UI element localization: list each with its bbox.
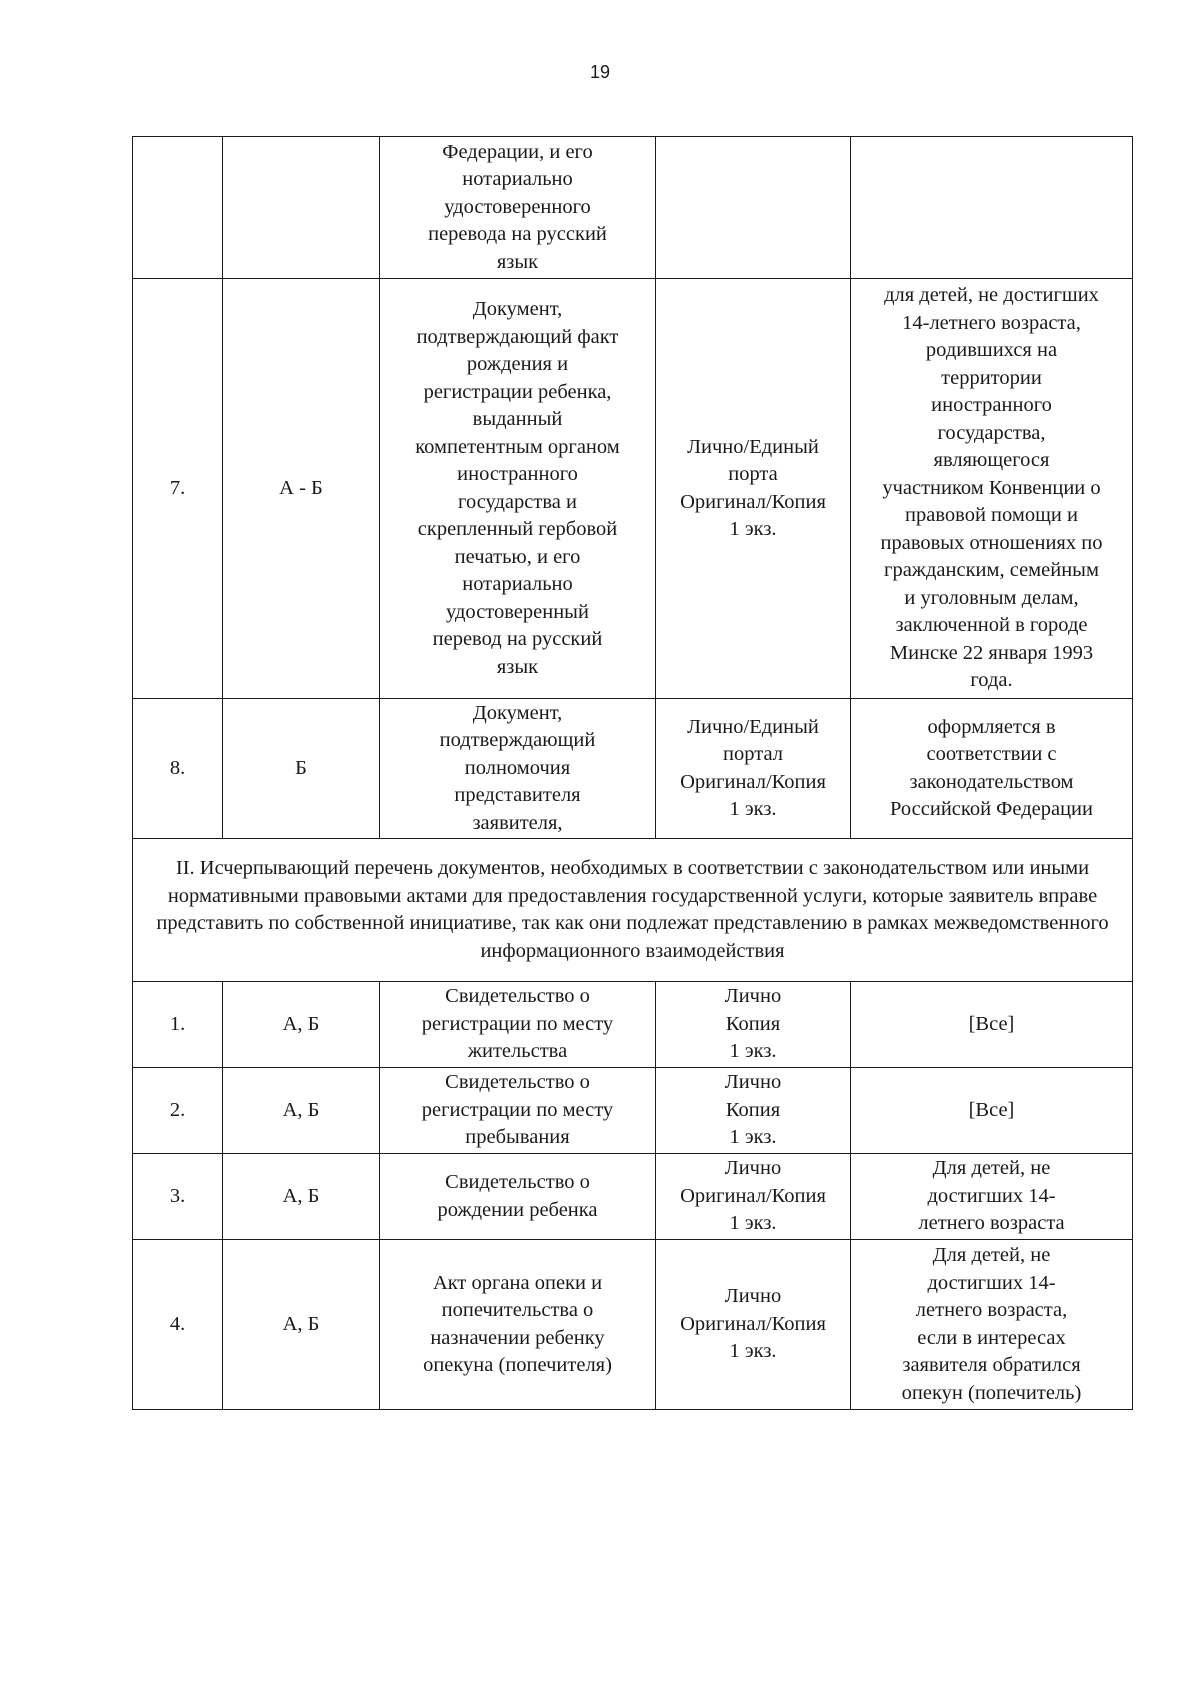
document-name: Федерации, и его нотариально удостоверенного перевода на русский язык — [380, 137, 656, 279]
table-row — [133, 982, 1133, 1068]
document-note: Для детей, не достигших 14- летнего возраста — [851, 1154, 1133, 1240]
submission-method: Лично/Единый портал Оригинал/Копия 1 экз. — [656, 699, 851, 839]
document-name: Документ, подтверждающий полномочия представителя заявителя, — [380, 699, 656, 839]
submission-method: Лично Копия 1 экз. — [656, 982, 851, 1068]
table-row — [133, 1068, 1133, 1154]
document-note: [Все] — [851, 1068, 1133, 1154]
document-name: Документ, подтверждающий факт рождения и регистрации ребенка, выданный компетентным органом иностранного государства и скрепленный гербовой печатью, и его нотариально удостоверенный перевод на русский язык — [380, 279, 656, 699]
document-note: Для детей, не достигших 14- летнего возраста, если в интересах заявителя обратился опекун (попечитель) — [851, 1240, 1133, 1410]
row-number: 3. — [133, 1154, 223, 1240]
row-number: 2. — [133, 1068, 223, 1154]
document-note: для детей, не достигших 14-летнего возраста, родившихся на территории иностранного государства, являющегося участником Конвенции о правовой помощи и правовых отношениях по гражданским, семейным и уголовным делам, заключенной в городе Минске 22 января 1993 года. — [851, 279, 1133, 699]
submission-method: Лично Оригинал/Копия 1 экз. — [656, 1240, 851, 1410]
document-name: Свидетельство о регистрации по месту жительства — [380, 982, 656, 1068]
document-name: Акт органа опеки и попечительства о назначении ребенку опекуна (попечителя) — [380, 1240, 656, 1410]
section-header-row — [133, 839, 1133, 982]
applicant-category: А, Б — [223, 982, 380, 1068]
documents-table — [132, 136, 1133, 1410]
submission-method — [656, 137, 851, 279]
applicant-category: Б — [223, 699, 380, 839]
row-number: 1. — [133, 982, 223, 1068]
submission-method: Лично Оригинал/Копия 1 экз. — [656, 1154, 851, 1240]
table-row — [133, 137, 1133, 279]
row-number — [133, 137, 223, 279]
table-row — [133, 699, 1133, 839]
applicant-category: А - Б — [223, 279, 380, 699]
submission-method: Лично/Единый порта Оригинал/Копия 1 экз. — [656, 279, 851, 699]
document-note: [Все] — [851, 982, 1133, 1068]
table-row — [133, 279, 1133, 699]
applicant-category: А, Б — [223, 1240, 380, 1410]
applicant-category: А, Б — [223, 1154, 380, 1240]
page-number: 19 — [589, 62, 611, 82]
document-note — [851, 137, 1133, 279]
row-number: 8. — [133, 699, 223, 839]
document-name: Свидетельство о рождении ребенка — [380, 1154, 656, 1240]
table-row — [133, 1154, 1133, 1240]
document-note: оформляется в соответствии с законодательством Российской Федерации — [851, 699, 1133, 839]
applicant-category — [223, 137, 380, 279]
submission-method: Лично Копия 1 экз. — [656, 1068, 851, 1154]
document-name: Свидетельство о регистрации по месту пребывания — [380, 1068, 656, 1154]
applicant-category: А, Б — [223, 1068, 380, 1154]
row-number: 7. — [133, 279, 223, 699]
section-title: II. Исчерпывающий перечень документов, необходимых в соответствии с законодательством или иными нормативными правовыми актами для предоставления государственной услуги, которые заявитель вправе представить по собственной инициативе, так как они подлежат представлению в рамках межведомственного информационного взаимодействия — [133, 839, 1133, 982]
table-row — [133, 1240, 1133, 1410]
row-number: 4. — [133, 1240, 223, 1410]
